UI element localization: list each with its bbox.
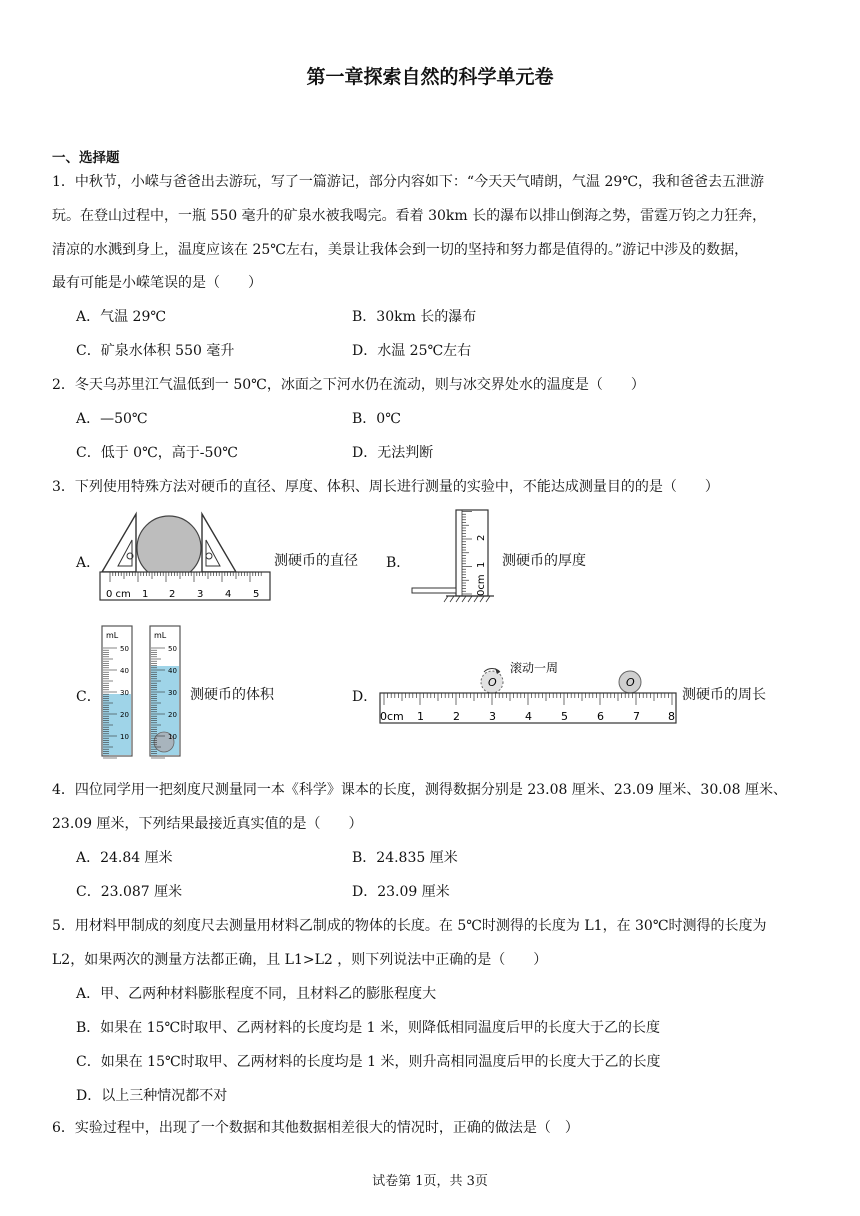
roll-label: 滚动一周	[510, 661, 559, 675]
ruler-a-tick-2: 2	[169, 589, 176, 600]
q3-label-a: 测硬币的直径	[274, 553, 358, 569]
q3-figure-d	[376, 654, 680, 728]
ruler-a-tick-1: 1	[142, 589, 149, 600]
q3-label-d: 测硬币的周长	[682, 687, 766, 703]
q3-option-d-letter[interactable]: D．	[352, 689, 378, 705]
q1-line-4: 最有可能是小嵘笔误的是（ ）	[52, 275, 262, 291]
page-title: 第一章探索自然的科学单元卷	[306, 66, 554, 88]
coin-end-letter: O	[626, 676, 635, 689]
ruler-a-tick-5: 5	[253, 589, 260, 600]
ruler-a-tick-0: 0 cm	[106, 589, 131, 600]
q1-option-b[interactable]: B．30km 长的瀑布	[352, 309, 477, 325]
q6-line: 6．实验过程中，出现了一个数据和其他数据相差很大的情况时，正确的做法是（ ）	[52, 1120, 579, 1136]
ruler-b-tick-1: 1	[476, 561, 487, 568]
ruler-a-tick-4: 4	[225, 589, 232, 600]
q5-option-a[interactable]: A．甲、乙两种材料膨胀程度不同，且材料乙的膨胀程度大	[76, 986, 437, 1002]
cyl1-unit: mL	[106, 631, 119, 640]
q5-option-d[interactable]: D．以上三种情况都不对	[76, 1088, 228, 1104]
ruler-d-tick-3: 3	[489, 710, 496, 723]
q4-line-1: 4．四位同学用一把刻度尺测量同一本《科学》课本的长度，测得数据分别是 23.08 厘米、23.09 厘米、30.08 厘米、	[52, 782, 787, 798]
ruler-d-tick-4: 4	[525, 710, 532, 723]
q1-line-1: 1．中秋节，小嵘与爸爸出去游玩，写了一篇游记，部分内容如下：“今天天气晴朗，气温 29℃，我和爸爸去五泄游	[52, 174, 764, 190]
q5-option-c[interactable]: C．如果在 15℃时取甲、乙两材料的长度均是 1 米，则升高相同温度后甲的长度大于乙的长度	[76, 1054, 661, 1070]
cyl1-tick-40: 40	[120, 667, 129, 675]
cyl1-tick-20: 20	[120, 711, 129, 719]
q2-option-d[interactable]: D．无法判断	[352, 445, 434, 461]
cyl2-tick-10: 10	[168, 733, 177, 741]
q1-line-2: 玩。在登山过程中，一瓶 550 毫升的矿泉水被我喝完。看着 30km 长的瀑布以排山倒海之势，雷霆万钧之力狂奔，	[52, 208, 767, 224]
coin-start-letter: O	[488, 676, 497, 689]
q3-figure-c	[98, 622, 188, 762]
cyl1-tick-10: 10	[120, 733, 129, 741]
page-footer: 试卷第 1页，共 3页	[372, 1174, 488, 1189]
ruler-a-tick-3: 3	[197, 589, 204, 600]
q4-option-d[interactable]: D．23.09 厘米	[352, 884, 450, 900]
ruler-d-tick-1: 1	[417, 710, 424, 723]
q1-line-3: 清凉的水溅到身上，温度应该在 25℃左右，美景让我体会到一切的坚持和努力都是值得的。”游记中涉及的数据，	[52, 242, 749, 258]
q3-figure-a	[96, 510, 276, 602]
q4-option-c[interactable]: C．23.087 厘米	[76, 884, 183, 900]
cyl1-tick-50: 50	[120, 645, 129, 653]
q5-option-b[interactable]: B．如果在 15℃时取甲、乙两材料的长度均是 1 米，则降低相同温度后甲的长度大于乙的长度	[76, 1020, 661, 1036]
q1-option-a[interactable]: A．气温 29℃	[76, 309, 167, 325]
section-heading: 一、选择题	[52, 150, 120, 166]
ruler-d-tick-5: 5	[561, 710, 568, 723]
q2-option-b[interactable]: B．0℃	[352, 411, 401, 427]
q2-option-a[interactable]: A．—50℃	[76, 411, 148, 427]
q3-option-b-letter[interactable]: B．	[386, 555, 411, 571]
q5-line-1: 5．用材料甲制成的刻度尺去测量用材料乙制成的物体的长度。在 5℃时测得的长度为 L1，在 30℃时测得的长度为	[52, 918, 767, 934]
cyl2-tick-30: 30	[168, 689, 177, 697]
q5-line-2: L2，如果两次的测量方法都正确，且 L1>L2 ，则下列说法中正确的是（ ）	[52, 952, 548, 968]
q3-label-c: 测硬币的体积	[190, 687, 274, 703]
q3-figure-b	[406, 508, 496, 608]
q3-option-c-letter[interactable]: C．	[76, 689, 101, 705]
ruler-b-tick-0: 0cm	[476, 574, 487, 596]
q4-line-2: 23.09 厘米，下列结果最接近真实值的是（ ）	[52, 816, 363, 832]
cyl2-tick-20: 20	[168, 711, 177, 719]
q4-option-b[interactable]: B．24.835 厘米	[352, 850, 458, 866]
q3-label-b: 测硬币的厚度	[502, 553, 586, 569]
ruler-d-tick-8: 8	[668, 710, 675, 723]
q1-option-c[interactable]: C．矿泉水体积 550 毫升	[76, 343, 235, 359]
q3-option-a-letter[interactable]: A．	[76, 555, 101, 571]
coin	[137, 516, 201, 580]
q2-line: 2．冬天乌苏里江气温低到一 50℃，冰面之下河水仍在流动，则与冰交界处水的温度是（ ）	[52, 377, 645, 393]
ruler-d-tick-0: 0cm	[380, 710, 404, 723]
ruler-b-tick-2: 2	[476, 534, 487, 541]
q2-option-c[interactable]: C．低于 0℃，高于-50℃	[76, 445, 238, 461]
cyl2-tick-40: 40	[168, 667, 177, 675]
ruler-d-tick-6: 6	[597, 710, 604, 723]
ruler-d-tick-2: 2	[453, 710, 460, 723]
ruler-d-tick-7: 7	[633, 710, 640, 723]
cyl1-tick-30: 30	[120, 689, 129, 697]
cyl2-unit: mL	[154, 631, 167, 640]
q1-option-d[interactable]: D．水温 25℃左右	[352, 343, 472, 359]
q4-option-a[interactable]: A．24.84 厘米	[76, 850, 173, 866]
q3-line: 3．下列使用特殊方法对硬币的直径、厚度、体积、周长进行测量的实验中，不能达成测量目的的是（ ）	[52, 479, 719, 495]
cyl2-tick-50: 50	[168, 645, 177, 653]
